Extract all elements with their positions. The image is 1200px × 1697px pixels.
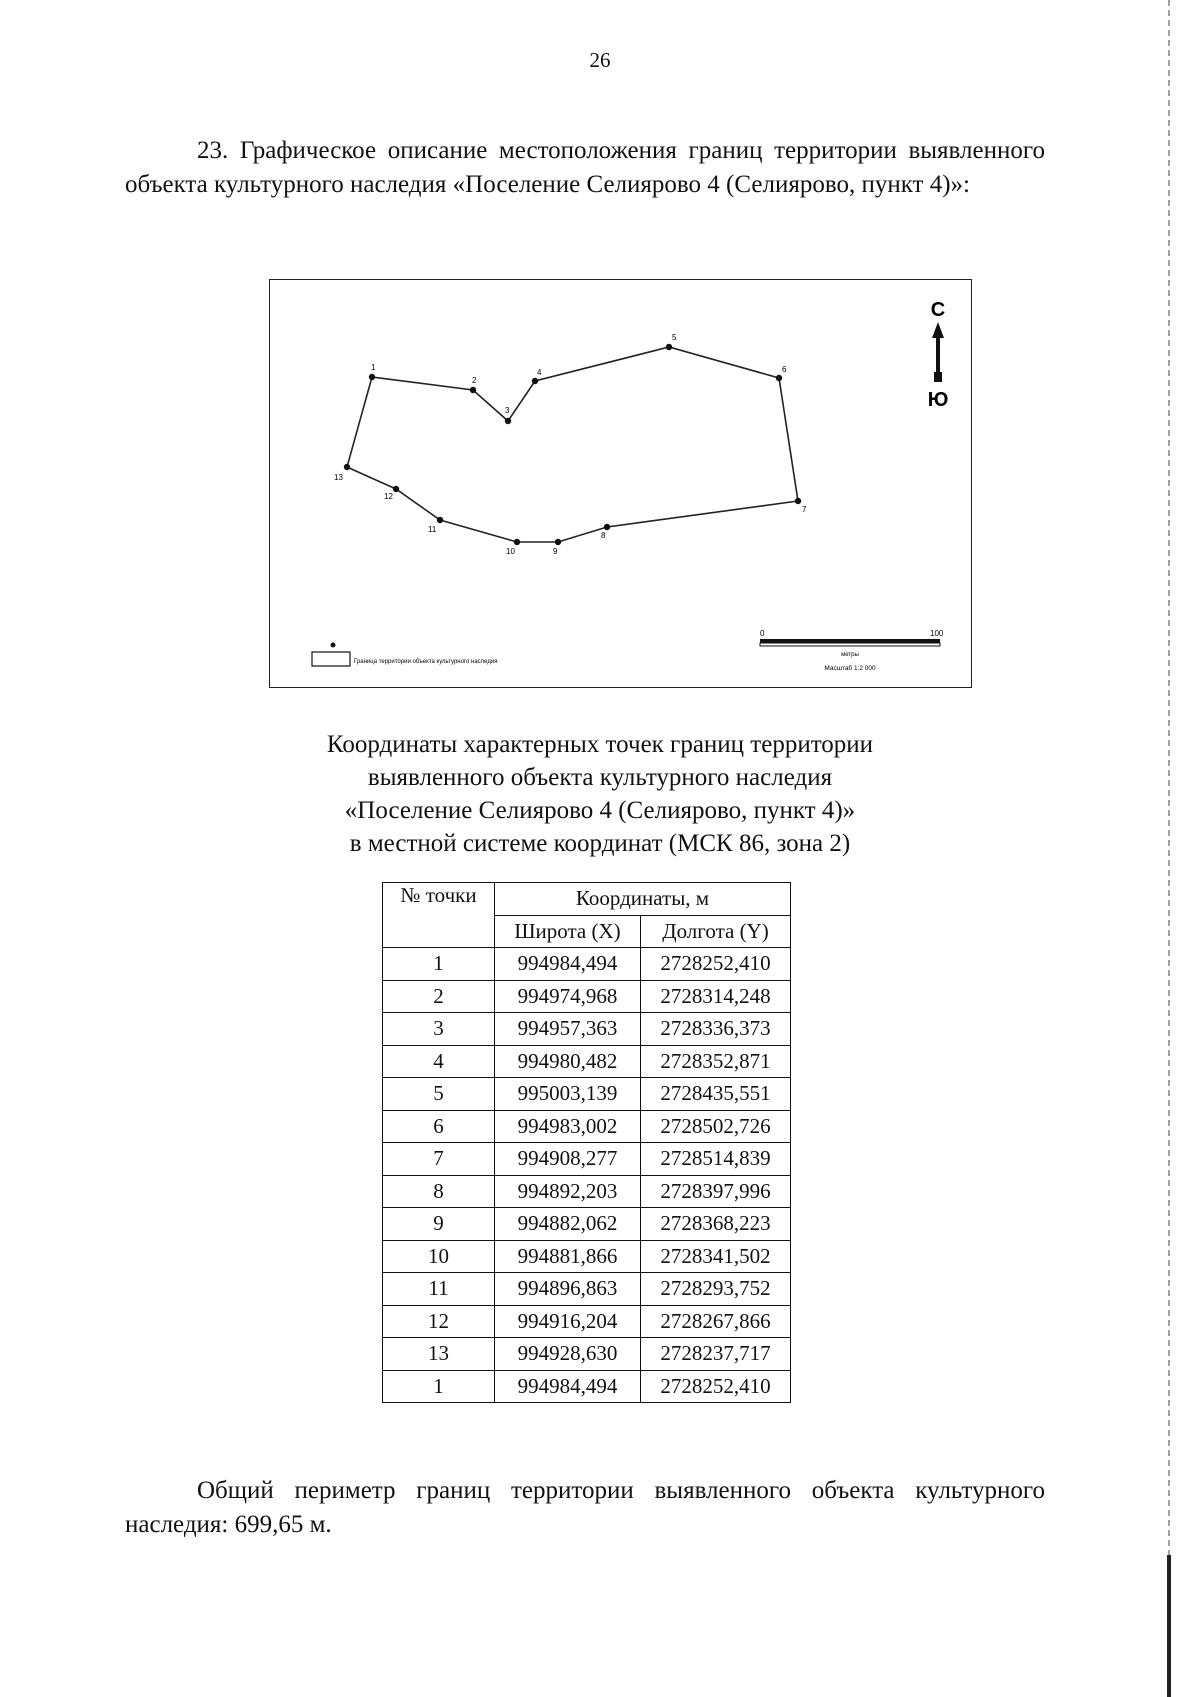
scale-ratio: Масштаб 1:2 000 — [824, 665, 876, 672]
cell-point-number: 2 — [383, 980, 495, 1013]
cell-point-number: 1 — [383, 948, 495, 981]
cell-longitude-y: 2728435,551 — [641, 1078, 791, 1111]
cell-longitude-y: 2728397,996 — [641, 1175, 791, 1208]
cell-point-number: 8 — [383, 1175, 495, 1208]
scale-bar-top — [760, 639, 940, 643]
table-row — [383, 1045, 791, 1078]
scale-unit: метры — [841, 652, 859, 658]
cell-point-number: 5 — [383, 1078, 495, 1111]
cell-latitude-x: 994983,002 — [495, 1110, 641, 1143]
cell-latitude-x: 994908,277 — [495, 1143, 641, 1176]
table-row — [383, 1175, 791, 1208]
table-row — [383, 948, 791, 981]
cell-latitude-x: 994896,863 — [495, 1273, 641, 1306]
cell-longitude-y: 2728352,871 — [641, 1045, 791, 1078]
coordinates-table — [382, 882, 791, 1403]
margin-dashed-line — [1168, 0, 1170, 1697]
cell-point-number: 9 — [383, 1208, 495, 1241]
scale-bar-bottom — [760, 643, 940, 646]
table-row — [383, 1370, 791, 1403]
table-header-row — [383, 883, 791, 916]
cell-longitude-y: 2728502,726 — [641, 1110, 791, 1143]
table-body — [383, 948, 791, 1403]
cell-latitude-x: 995003,139 — [495, 1078, 641, 1111]
cell-point-number: 6 — [383, 1110, 495, 1143]
boundary-point-marker — [532, 378, 538, 384]
cell-point-number: 4 — [383, 1045, 495, 1078]
cell-latitude-x: 994892,203 — [495, 1175, 641, 1208]
boundary-point-label: 4 — [537, 368, 542, 377]
scale-bar — [760, 629, 944, 672]
cell-point-number: 7 — [383, 1143, 495, 1176]
cell-point-number: 10 — [383, 1240, 495, 1273]
legend-point-icon — [331, 643, 336, 648]
legend-text: Граница территории объекта культурного наследия — [354, 659, 498, 665]
boundary-map — [269, 279, 972, 688]
cell-longitude-y: 2728341,502 — [641, 1240, 791, 1273]
north-arrow-head-icon — [932, 322, 944, 338]
section-heading: 23. Графическое описание местоположения границ территории выявленного объекта культурного наследия «Поселение Селиярово 4 (Селиярово, пункт 4)»: — [125, 137, 1045, 198]
north-arrow-tail — [934, 372, 942, 382]
boundary-point-label: 6 — [782, 365, 787, 374]
boundary-point-marker — [393, 486, 399, 492]
boundary-point-marker — [344, 464, 350, 470]
coordinates-title — [200, 728, 1000, 860]
cell-point-number: 11 — [383, 1273, 495, 1306]
cell-point-number: 12 — [383, 1305, 495, 1338]
header-longitude-y: Долгота (Y) — [641, 915, 791, 948]
table-row — [383, 1013, 791, 1046]
boundary-point-marker — [555, 539, 561, 545]
cell-longitude-y: 2728293,752 — [641, 1273, 791, 1306]
boundary-point-marker — [795, 498, 801, 504]
cell-longitude-y: 2728314,248 — [641, 980, 791, 1013]
cell-point-number: 1 — [383, 1370, 495, 1403]
coordinates-title-line: «Поселение Селиярово 4 (Селиярово, пункт 4)» — [344, 797, 856, 824]
scale-end-label: 100 — [930, 629, 944, 638]
scale-start-label: 0 — [760, 629, 765, 638]
cell-latitude-x: 994980,482 — [495, 1045, 641, 1078]
cell-longitude-y: 2728368,223 — [641, 1208, 791, 1241]
boundary-polygon — [347, 347, 798, 542]
boundary-point-marker — [514, 539, 520, 545]
boundary-point-marker — [505, 418, 511, 424]
table-row — [383, 1078, 791, 1111]
table-row — [383, 1305, 791, 1338]
boundary-map-canvas — [270, 280, 973, 689]
coordinates-title-line: Координаты характерных точек границ территории — [326, 731, 874, 758]
boundary-point-marker — [666, 344, 672, 350]
boundary-point-label: 9 — [553, 547, 558, 556]
south-label: Ю — [927, 389, 949, 411]
table-row — [383, 1240, 791, 1273]
cell-longitude-y: 2728514,839 — [641, 1143, 791, 1176]
cell-latitude-x: 994984,494 — [495, 1370, 641, 1403]
boundary-point-label: 12 — [384, 492, 393, 501]
north-arrow — [928, 299, 949, 411]
coordinates-title-line: выявленного объекта культурного наследия — [367, 764, 833, 791]
cell-longitude-y: 2728336,373 — [641, 1013, 791, 1046]
cell-latitude-x: 994974,968 — [495, 980, 641, 1013]
coordinates-title-line: в местной системе координат (МСК 86, зона 2) — [349, 830, 851, 857]
page-number: 26 — [589, 48, 611, 72]
header-point-number: № точки — [383, 883, 495, 948]
cell-latitude-x: 994916,204 — [495, 1305, 641, 1338]
cell-longitude-y: 2728252,410 — [641, 1370, 791, 1403]
boundary-point-marker — [776, 375, 782, 381]
north-label: С — [930, 299, 946, 321]
table-row — [383, 1273, 791, 1306]
cell-latitude-x: 994928,630 — [495, 1338, 641, 1371]
boundary-point-label: 7 — [802, 505, 807, 514]
boundary-point-label: 5 — [672, 333, 677, 342]
boundary-point-label: 2 — [472, 376, 477, 385]
boundary-point-marker — [437, 517, 443, 523]
boundary-point-label: 1 — [371, 363, 376, 372]
boundary-point-label: 13 — [334, 473, 343, 482]
boundary-point-label: 8 — [601, 531, 606, 540]
cell-longitude-y: 2728252,410 — [641, 948, 791, 981]
cell-latitude-x: 994881,866 — [495, 1240, 641, 1273]
perimeter-text: Общий периметр границ территории выявленного объекта культурного наследия: 699,65 м. — [125, 1477, 1045, 1538]
header-latitude-x: Широта (X) — [495, 915, 641, 948]
boundary-point-label: 11 — [428, 525, 437, 534]
table-row — [383, 1208, 791, 1241]
boundary-point-label: 10 — [506, 547, 515, 556]
cell-latitude-x: 994882,062 — [495, 1208, 641, 1241]
table-row — [383, 1143, 791, 1176]
table-row — [383, 1338, 791, 1371]
table-row — [383, 980, 791, 1013]
boundary-point-marker — [470, 387, 476, 393]
cell-point-number: 13 — [383, 1338, 495, 1371]
map-legend — [312, 643, 497, 667]
boundary-point-label: 3 — [505, 406, 510, 415]
cell-point-number: 3 — [383, 1013, 495, 1046]
legend-boundary-swatch — [312, 652, 350, 666]
cell-latitude-x: 994984,494 — [495, 948, 641, 981]
cell-longitude-y: 2728267,866 — [641, 1305, 791, 1338]
header-coordinates: Координаты, м — [495, 883, 791, 916]
cell-longitude-y: 2728237,717 — [641, 1338, 791, 1371]
cell-latitude-x: 994957,363 — [495, 1013, 641, 1046]
margin-binding-mark — [1167, 1555, 1171, 1697]
table-row — [383, 1110, 791, 1143]
boundary-point-marker — [369, 374, 375, 380]
boundary-point-marker — [604, 524, 610, 530]
